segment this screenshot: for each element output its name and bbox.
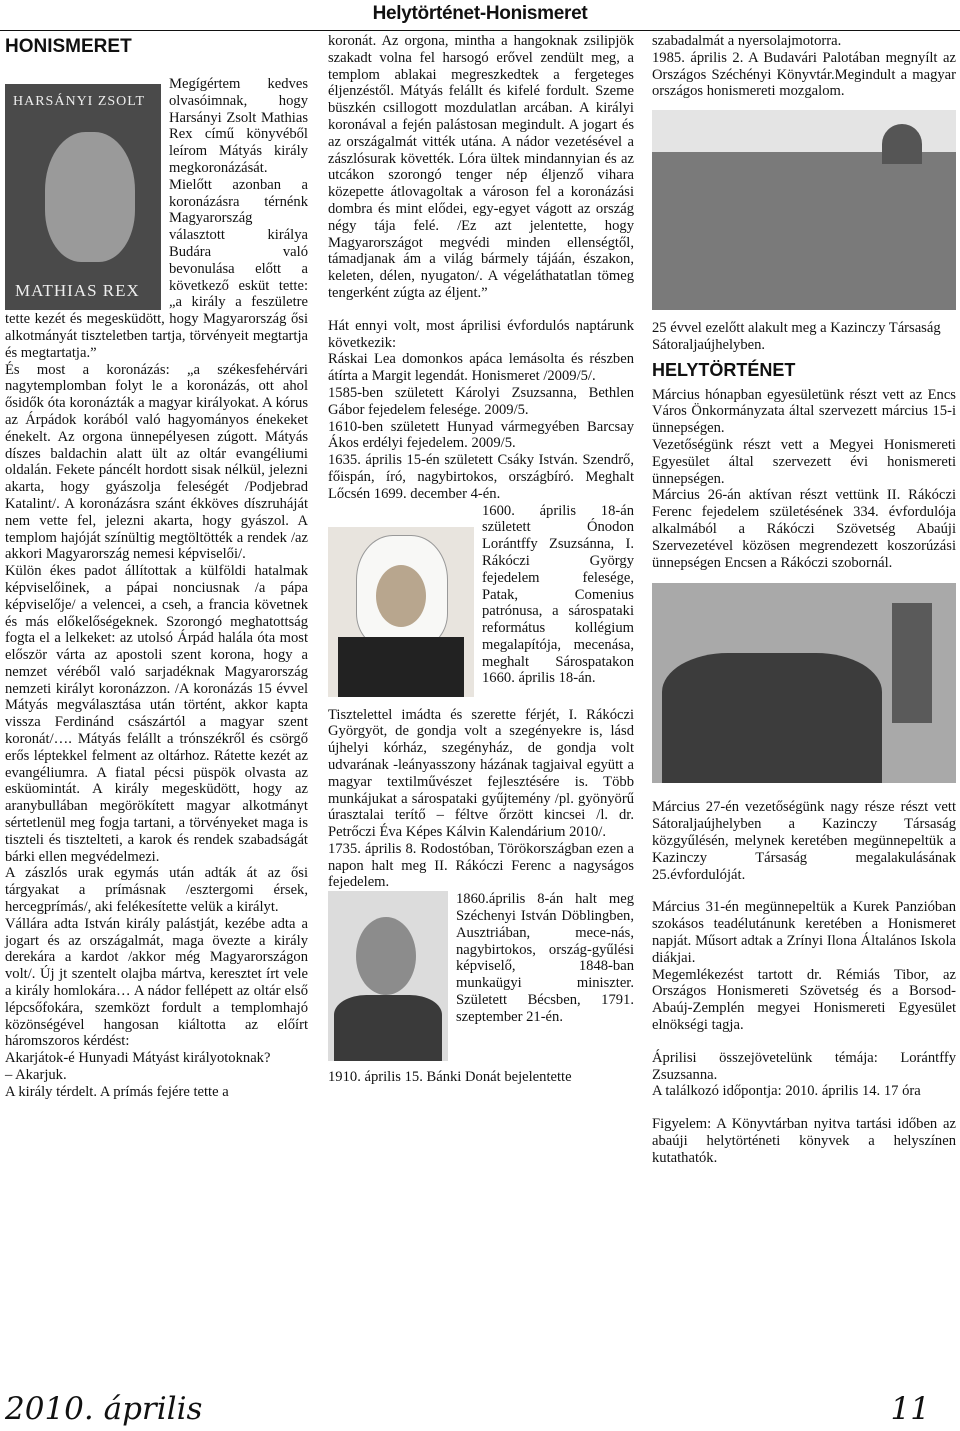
- paragraph: szabadalmát a nyersolajmotorra.: [652, 33, 842, 49]
- paragraph: Hát ennyi volt, most áprilisi évfordulós naptárunk következik:: [328, 317, 634, 351]
- paragraph: A zászlós urak egymás után adták át az ősi tárgyakat a prímásnak /esztergomi érsek, hercegprímás/, aki felékesítette velük a királyt.: [5, 865, 308, 916]
- paragraph: Megígértem kedves olvasóimnak, hogy Harsányi Zsolt Mathias Rex című könyvéből leírom Mátyás király megkoronázását.: [169, 76, 308, 176]
- column-3: [652, 33, 956, 1166]
- paragraph: Tisztelettel imádta és szerette férjét, I. Rákóczi Györgyöt, de gondja volt a szegényekre is, lásd újhelyi kórház, szegényház, de gondja volt udvarának -leányasszony házának tagjaival együtt a magyar textilművészet fejlesztésére is. Több munkájukat a sárospataki gyűjtemény /pl. gyönyörű úrasztalai terítő – féltve őrzött kincsei /l. dr. Petrőczi Éva Képes Kálvin Kalendárium 2010/.: [328, 706, 634, 841]
- palace-facade: [652, 152, 956, 310]
- calendar-entry: 1610-ben született Hunyad vármegyében Barcsay Ákos erdélyi fejedelem. 2009/5.: [328, 418, 634, 452]
- header-rule: [0, 30, 960, 31]
- portrait-silhouette: [45, 132, 135, 262]
- palace-dome: [882, 124, 922, 164]
- book-cover-image: [5, 84, 161, 310]
- section-heading-honismeret: HONISMERET: [5, 36, 132, 57]
- paragraph: A király térdelt. A prímás fejére tette a: [5, 1083, 229, 1100]
- paragraph: – Akarjuk.: [5, 1067, 67, 1084]
- wreath-ceremony-image: [652, 583, 956, 783]
- section-heading-helytortenet: HELYTÖRTÉNET: [652, 359, 796, 380]
- face-shape: [356, 917, 416, 995]
- paragraph: Március hónapban egyesületünk részt vett az Encs Város Önkormányzata által szervezett március 15-i ünnepségen.: [652, 386, 956, 437]
- calendar-entry: 1585-ben született Károlyi Zsuzsanna, Bethlen Gábor fejedelem felesége. 2009/5.: [328, 384, 634, 418]
- footer-date: 2010. április: [5, 1391, 203, 1427]
- paragraph: És most a koronázás: „a székesfehérvári nagytemplomban folyt le a koronázás, ott ahol ősidők óta koronázták a magyar királyokat. A kórus az Árpádok korából való hagyományos énekeket énekelt. Az orgona ünnepélyesen zúgott. Mátyás díszes baldachin alatt ült az oltár evangéliumi oldalán. Fekete páncélt hordott sisak nélkül, jelezni akarta, hogy gyászolja feleségét /Podjebrad Katalint/. A koronázásra szánt ékköves díszruháját nem vette fel, jelezni akarta, hogy gyászol. A templom hajóját színültig megtöltötték a rendek /az akkori Magyarország nemesi képviselői/.: [5, 361, 308, 563]
- paragraph: Mielőtt azonban a koronázásra térnénk Magyarország választott királya Budára való bevonulása előtt a következő esküt tette: „a király a feszületre tette kezét és megesküdött, hogy Magyarország ősi alkotmányát tiszteletben tartja, törvényeit megtartja és megtartatja.”: [5, 176, 308, 361]
- paragraph: Külön ékes padot állítottak a külföldi hatalmak képviselőinek, a pápai nonciusnak /a pápa képviselője/ a velencei, a cseh, a francia követnek és más előkelőségeknek. Szorongó meghatottság fogta el a lelkeket: az utolsó Árpád halála óta most először várta az apostoli szent korona, hogy a nemzet véréből való sarjadéknak Magyarország nemzeti királyt koronázzon. /A koronázás 15 évvel Mátyás megválasztása után történt, akkor kapta vissza Ferdinánd császártól a magyar szent koronát/…. Mátyás felállt a trónszékről és csörgő erős léptekkel felment az oltárhoz. Rátette kezét az evangéliumra. A fiatal pécsi püspök olvasta az esküomintát. A király megesküdött, hogy az aranybullában megörökített magyar alkotmányt sértetlenül meg fogja tartani, a törvényeket maga is tiszteli és tisztelteti, a karok és rendek szabadságát bárki ellen megvédelmezi.: [5, 563, 308, 865]
- people-group: [662, 653, 882, 783]
- lorantffy-portrait-image: [328, 527, 474, 697]
- column-1: [5, 33, 308, 1101]
- szechenyi-portrait-image: [328, 891, 448, 1061]
- face-shape: [376, 565, 426, 627]
- column-2: [328, 33, 634, 1086]
- calendar-entry: 1910. április 15. Bánki Donát bejelentette: [328, 1069, 572, 1086]
- paragraph: Megemlékezést tartott dr. Rémiás Tibor, az Országos Honismereti Szövetség és a Borsod-Abaúj-Zemplén megyei Honismereti Egyesület elnökségi tagja.: [652, 966, 956, 1033]
- paragraph: Áprilisi összejövetelünk témája: Lorántffy Zsuzsanna.: [652, 1049, 956, 1083]
- paragraph: Március 31-én megünnepeltük a Kurek Panzióban szokásos teadélutánunk keretében a Honismeret napját. Műsort adtak a Zrínyi Ilona Általános Iskola diákjai.: [652, 899, 956, 966]
- calendar-entry: Ráskai Lea domonkos apáca lemásolta és részben átírta a Margit legendát. Honismeret /2009/5/.: [328, 351, 634, 385]
- book-cover-title: MATHIAS REX: [15, 281, 140, 301]
- book-cover-author: HARSÁNYI ZSOLT: [13, 94, 146, 109]
- statue-shape: [892, 603, 932, 723]
- paragraph: 1985. április 2. A Budavári Palotában megnyílt az Országos Széchényi Könyvtár.Megindult a magyar országos honismereti mozgalom.: [652, 49, 956, 100]
- paragraph: A találkozó időpontja: 2010. április 14. 17 óra: [652, 1083, 921, 1100]
- paragraph: koronát. Az orgona, mintha a hangoknak zsilipjök szakadt volna fel harsogó erővel zendült meg, a templom ablakai megreszkedtek a fergeteges éljenzéstől. Mátyás felállt és kifelé fordult. Szeme büszkén csillogott mozdulatlan arcában. A királyi koronával a fején palástosan megindult. A jogart és az országalmát vitték utána. A nádor vezetésével a zászlósurak követték. Lóra ültek mindannyian és az utcákon szorongó tenger nép éljenző vihara közepette átlovagoltak a városon fel a koronázási dombra és mint elődei, egy-egyet vágott az ország négy tája felé. /Ez azt jelentette, hogy Magyarországot megvédi minden ellenségtől, támadjanak ám a világ bármely tájáán, északon, keleten, délen, nyugaton/. A végeláthatatlan tömeg tengerként zúgta az éljent.”: [328, 33, 634, 301]
- page-number: 11: [890, 1391, 930, 1427]
- calendar-entry: 1635. április 15-én született Csáky István. Szendrő, főispán, író, nagybirtokos, országbíró. Meghalt Lőcsén 1699. december 4-én.: [328, 452, 634, 502]
- paragraph: Akarjátok-é Hunyadi Mátyást királyotoknak?: [5, 1050, 271, 1067]
- dress-shape: [338, 637, 464, 697]
- coat-shape: [334, 995, 442, 1061]
- paragraph: Március 27-én vezetőségünk nagy része részt vett Sátoraljaújhelyben a Kazinczy Társaság közgyűlésén, melynek keretében megünnepeltük a Kazinczy Társaság megalakulásának 25.évfordulóját.: [652, 799, 956, 883]
- paragraph: Figyelem: A Könyvtárban nyitva tartási időben az abaúji helytörténeti könyvek a helyszínen kutathatók.: [652, 1116, 956, 1166]
- paragraph: Vezetőségünk részt vett a Megyei Honismereti Egyesület által szervezett évi honismereti ünnepségen.: [652, 436, 956, 487]
- calendar-entry: 1735. április 8. Rodostóban, Törökországban ezen a napon halt meg II. Rákóczi Ferenc a nagyságos fejedelem.: [328, 840, 634, 891]
- calendar-entry: 1860.április 8-án halt meg Széchenyi István Döblingben, Ausztriában, mece-nás, nagybirtokos, ország-gyűlési képviselő, 1848-ban munkaügyi miniszter. Született Bécsben, 1791. szeptember 21-én.: [456, 891, 634, 1025]
- library-palace-image: [652, 110, 956, 310]
- calendar-entry: 1600. április 18-án született Ónodon Lorántffy Zsuzsánna, I. Rákóczi György fejedelem felesége, Patak, Comenius patrónusa, a sárospataki református kollégium megalapítója, mecenása, meghalt Sárospatakon 1660. április 18-án.: [482, 502, 634, 687]
- paragraph: Vállára adta István király palástját, kezébe adta a jogart és az országalmát, maga övezte a király derekára a kardot /akkor még Magyarországon volt/. Új jt szentelt olajba mártva, keresztet írt vele a király homlokára… A nádor fellépett az oltár első lépcsőfokára, szemközt fordult a templomhajó közönségével hangosan kiáltotta az előírt háromszoros kérdést:: [5, 915, 308, 1050]
- paragraph: Március 26-án aktívan részt vettünk II. Rákóczi Ferenc fejedelem születésének 334. évfordulója alkalmából a Rákóczi Szövetség Abaúji Szervezetével közösen megrendezett koszorúzási ünnepségen Encsen a Rákóczi szobornál.: [652, 487, 956, 571]
- page-header: Helytörténet-Honismeret: [372, 3, 588, 24]
- image-caption: 25 évvel ezelőtt alakult meg a Kazinczy Társaság Sátoraljaújhelyben.: [652, 320, 941, 353]
